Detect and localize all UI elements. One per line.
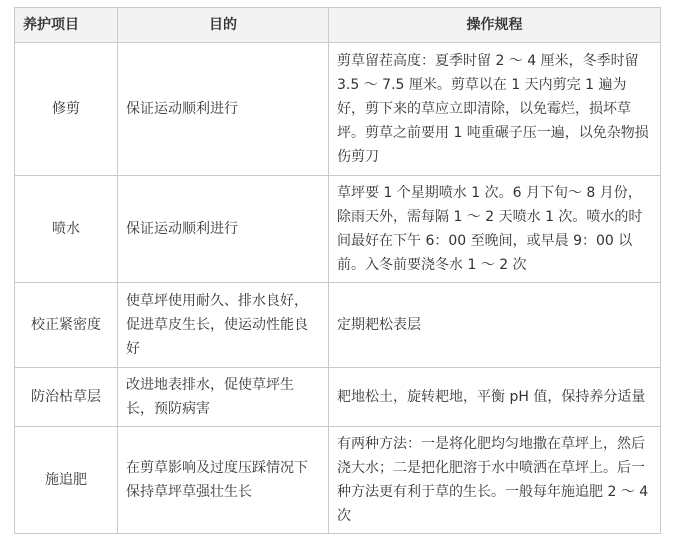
table-row	[15, 368, 661, 427]
row-item: 防治枯草层	[15, 368, 118, 427]
table-row	[15, 43, 661, 176]
row-item: 校正紧密度	[15, 283, 118, 368]
header-maintenance-item: 养护项目	[15, 8, 118, 43]
row-purpose: 在剪草影响及过度压踩情况下保持草坪草强壮生长	[118, 427, 329, 534]
table-body	[15, 43, 661, 534]
table-row	[15, 427, 661, 534]
row-item: 施追肥	[15, 427, 118, 534]
header-purpose: 目的	[118, 8, 329, 43]
row-procedure: 定期耙松表层	[329, 283, 661, 368]
row-procedure: 草坪要 1 个星期喷水 1 次。6 月下旬～ 8 月份，除雨天外，需每隔 1 ～ 2 天喷水 1 次。喷水的时间最好在下午 6：00 至晚间，或早晨 9：00 以前。入冬前要浇冬水 1 ～ 2 次	[329, 176, 661, 283]
row-purpose: 保证运动顺利进行	[118, 43, 329, 176]
header-procedure: 操作规程	[329, 8, 661, 43]
row-procedure: 耙地松土，旋转耙地，平衡 pH 值，保持养分适量	[329, 368, 661, 427]
table-row	[15, 283, 661, 368]
row-procedure: 有两种方法：一是将化肥均匀地撒在草坪上，然后浇大水；二是把化肥溶于水中喷洒在草坪上。后一种方法更有利于草的生长。一般每年施追肥 2 ～ 4 次	[329, 427, 661, 534]
table-header	[15, 8, 661, 43]
lawn-care-table	[14, 7, 661, 534]
row-purpose: 保证运动顺利进行	[118, 176, 329, 283]
row-procedure: 剪草留茬高度：夏季时留 2 ～ 4 厘米，冬季时留 3.5 ～ 7.5 厘米。剪草以在 1 天内剪完 1 遍为好，剪下来的草应立即清除，以免霉烂，损坏草坪。剪草之前要用 1 吨重碾子压一遍，以免杂物损伤剪刀	[329, 43, 661, 176]
row-item: 修剪	[15, 43, 118, 176]
row-purpose: 改进地表排水，促使草坪生长，预防病害	[118, 368, 329, 427]
row-item: 喷水	[15, 176, 118, 283]
row-purpose: 使草坪使用耐久、排水良好，促进草皮生长，使运动性能良好	[118, 283, 329, 368]
table-row	[15, 176, 661, 283]
header-row	[15, 8, 661, 43]
